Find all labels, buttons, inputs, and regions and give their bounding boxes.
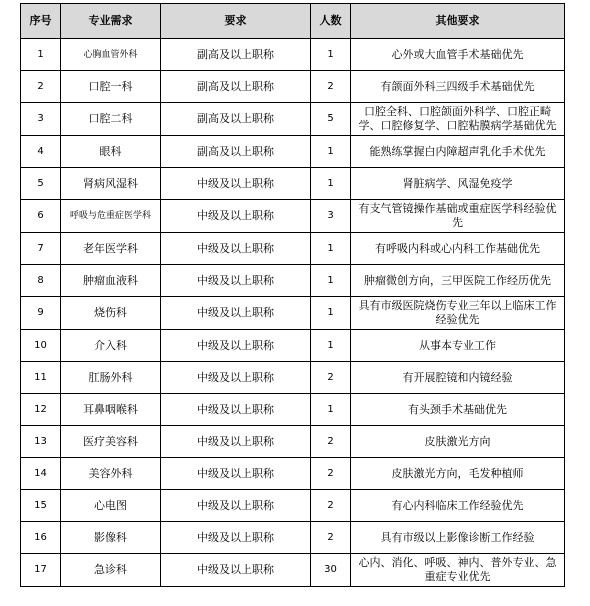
- cell-count: 3: [311, 200, 351, 233]
- table-row: [21, 490, 565, 522]
- cell-dept: 肾病风湿科: [61, 168, 161, 200]
- cell-requirement: 中级及以上职称: [161, 297, 311, 330]
- cell-no: 4: [21, 136, 61, 168]
- cell-other: 有呼吸内科或心内科工作基础优先: [351, 233, 565, 265]
- cell-other: 有支气管镜操作基础或重症医学科经验优先: [351, 200, 565, 233]
- cell-count: 5: [311, 103, 351, 136]
- cell-other: 肾脏病学、风湿免疫学: [351, 168, 565, 200]
- cell-other: 具有市级医院烧伤专业三年以上临床工作经验优先: [351, 297, 565, 330]
- cell-other: 有心内科临床工作经验优先: [351, 490, 565, 522]
- table-row: [21, 394, 565, 426]
- cell-other: 有颌面外科三四级手术基础优先: [351, 71, 565, 103]
- table-row: [21, 265, 565, 297]
- cell-count: 1: [311, 330, 351, 362]
- cell-no: 2: [21, 71, 61, 103]
- cell-dept: 口腔一科: [61, 71, 161, 103]
- recruitment-table: [20, 3, 565, 587]
- cell-requirement: 副高及以上职称: [161, 103, 311, 136]
- cell-other: 心内、消化、呼吸、神内、普外专业、急重症专业优先: [351, 554, 565, 587]
- table-header-row: [21, 4, 565, 39]
- cell-no: 17: [21, 554, 61, 587]
- cell-dept: 烧伤科: [61, 297, 161, 330]
- table-row: [21, 458, 565, 490]
- table-row: [21, 168, 565, 200]
- cell-no: 5: [21, 168, 61, 200]
- table-row: [21, 330, 565, 362]
- cell-count: 2: [311, 362, 351, 394]
- cell-count: 1: [311, 233, 351, 265]
- cell-count: 2: [311, 71, 351, 103]
- cell-no: 12: [21, 394, 61, 426]
- cell-requirement: 中级及以上职称: [161, 233, 311, 265]
- cell-count: 1: [311, 394, 351, 426]
- table-row: [21, 426, 565, 458]
- table-row: [21, 136, 565, 168]
- cell-dept: 介入科: [61, 330, 161, 362]
- cell-other: 有开展腔镜和内镜经验: [351, 362, 565, 394]
- cell-dept: 口腔二科: [61, 103, 161, 136]
- cell-other: 从事本专业工作: [351, 330, 565, 362]
- cell-requirement: 副高及以上职称: [161, 136, 311, 168]
- header-dept: 专业需求: [61, 4, 161, 39]
- cell-dept: 肛肠外科: [61, 362, 161, 394]
- cell-no: 16: [21, 522, 61, 554]
- header-no: 序号: [21, 4, 61, 39]
- cell-count: 2: [311, 490, 351, 522]
- cell-dept: 美容外科: [61, 458, 161, 490]
- cell-requirement: 中级及以上职称: [161, 200, 311, 233]
- cell-requirement: 中级及以上职称: [161, 426, 311, 458]
- cell-no: 10: [21, 330, 61, 362]
- cell-count: 30: [311, 554, 351, 587]
- cell-count: 2: [311, 458, 351, 490]
- cell-no: 14: [21, 458, 61, 490]
- cell-no: 3: [21, 103, 61, 136]
- table-row: [21, 362, 565, 394]
- cell-no: 7: [21, 233, 61, 265]
- cell-count: 1: [311, 168, 351, 200]
- cell-dept: 眼科: [61, 136, 161, 168]
- cell-dept: 呼吸与危重症医学科: [61, 200, 161, 233]
- cell-requirement: 副高及以上职称: [161, 71, 311, 103]
- cell-count: 2: [311, 522, 351, 554]
- cell-count: 2: [311, 426, 351, 458]
- cell-no: 9: [21, 297, 61, 330]
- cell-no: 1: [21, 39, 61, 71]
- cell-dept: 医疗美容科: [61, 426, 161, 458]
- cell-requirement: 中级及以上职称: [161, 490, 311, 522]
- table-row: [21, 233, 565, 265]
- cell-requirement: 中级及以上职称: [161, 394, 311, 426]
- table-row: [21, 71, 565, 103]
- table-row: [21, 103, 565, 136]
- table-row: [21, 297, 565, 330]
- cell-dept: 心胸血管外科: [61, 39, 161, 71]
- header-other: 其他要求: [351, 4, 565, 39]
- cell-requirement: 中级及以上职称: [161, 330, 311, 362]
- cell-no: 15: [21, 490, 61, 522]
- cell-other: 有头颈手术基础优先: [351, 394, 565, 426]
- cell-count: 1: [311, 39, 351, 71]
- cell-dept: 老年医学科: [61, 233, 161, 265]
- cell-dept: 影像科: [61, 522, 161, 554]
- cell-no: 8: [21, 265, 61, 297]
- cell-requirement: 副高及以上职称: [161, 39, 311, 71]
- table-row: [21, 554, 565, 587]
- cell-other: 皮肤激光方向，毛发种植师: [351, 458, 565, 490]
- cell-no: 6: [21, 200, 61, 233]
- cell-requirement: 中级及以上职称: [161, 522, 311, 554]
- cell-requirement: 中级及以上职称: [161, 265, 311, 297]
- cell-dept: 肿瘤血液科: [61, 265, 161, 297]
- cell-other: 具有市级以上影像诊断工作经验: [351, 522, 565, 554]
- cell-requirement: 中级及以上职称: [161, 554, 311, 587]
- cell-other: 口腔全科、口腔颌面外科学、口腔正畸学、口腔修复学、口腔粘膜病学基础优先: [351, 103, 565, 136]
- cell-other: 皮肤激光方向: [351, 426, 565, 458]
- cell-count: 1: [311, 297, 351, 330]
- cell-dept: 急诊科: [61, 554, 161, 587]
- cell-dept: 耳鼻咽喉科: [61, 394, 161, 426]
- cell-no: 13: [21, 426, 61, 458]
- cell-count: 1: [311, 265, 351, 297]
- cell-count: 1: [311, 136, 351, 168]
- cell-dept: 心电图: [61, 490, 161, 522]
- table-row: [21, 522, 565, 554]
- cell-other: 心外或大血管手术基础优先: [351, 39, 565, 71]
- header-count: 人数: [311, 4, 351, 39]
- cell-other: 能熟练掌握白内障超声乳化手术优先: [351, 136, 565, 168]
- cell-no: 11: [21, 362, 61, 394]
- cell-requirement: 中级及以上职称: [161, 168, 311, 200]
- table-row: [21, 200, 565, 233]
- cell-requirement: 中级及以上职称: [161, 458, 311, 490]
- header-requirement: 要求: [161, 4, 311, 39]
- cell-requirement: 中级及以上职称: [161, 362, 311, 394]
- cell-other: 肿瘤微创方向，三甲医院工作经历优先: [351, 265, 565, 297]
- recruitment-table-sheet: [20, 3, 564, 587]
- table-row: [21, 39, 565, 71]
